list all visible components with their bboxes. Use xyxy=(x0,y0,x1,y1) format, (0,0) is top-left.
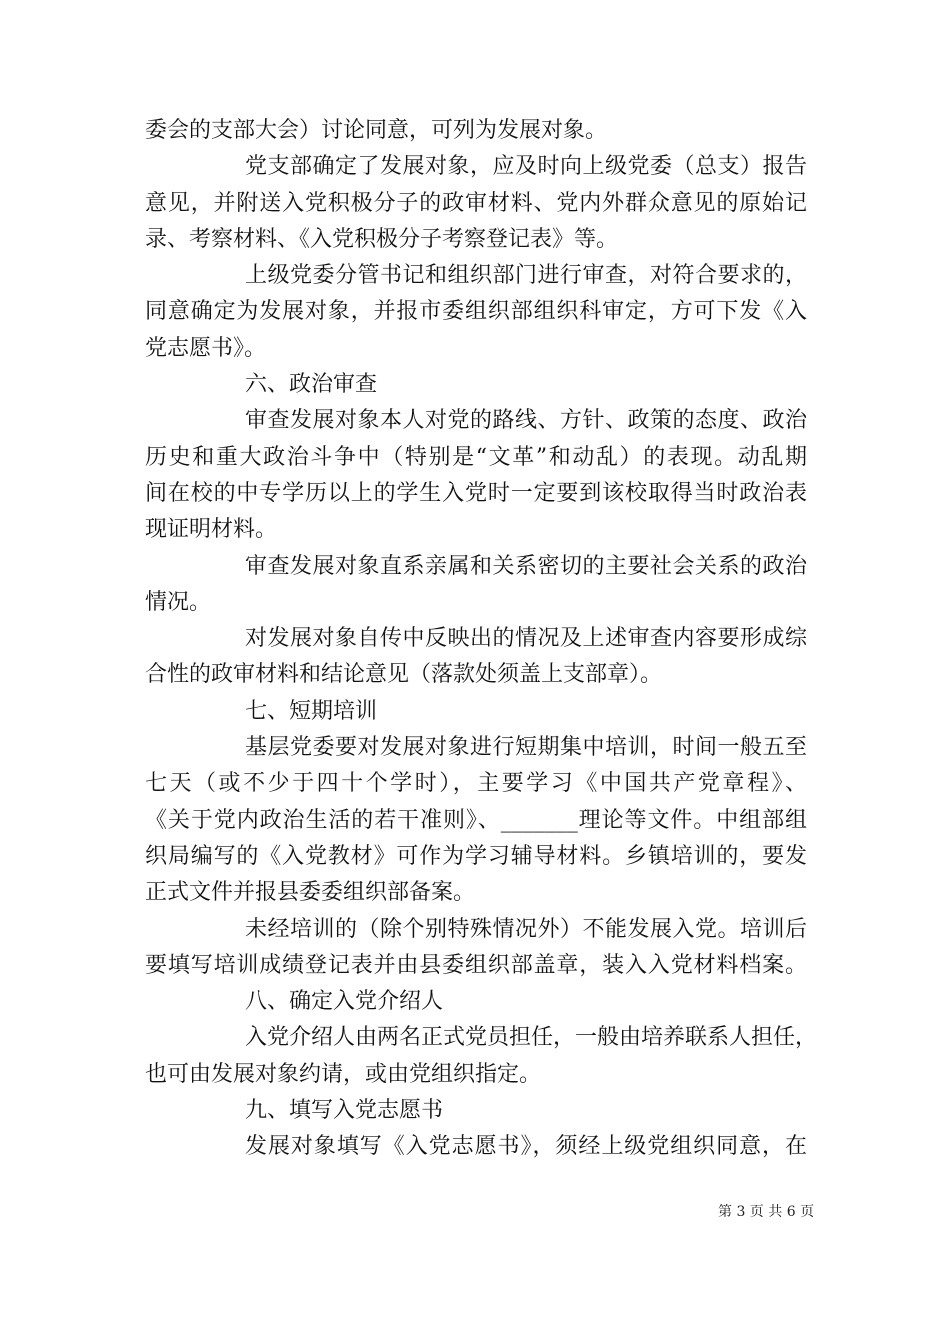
document-body xyxy=(145,113,818,1166)
text-line: 情况。 xyxy=(145,589,212,615)
text-line: 审查发展对象直系亲属和关系密切的主要社会关系的政治 xyxy=(245,553,807,579)
text-line: 要填写培训成绩登记表并由县委组织部盖章，装入入党材料档案。 xyxy=(145,952,807,978)
text-line: 现证明材料。 xyxy=(145,517,278,543)
text-line: 七天（或不少于四十个学时），主要学习《中国共产党章程》、 xyxy=(145,771,807,797)
text-line: 发展对象填写《入党志愿书》，须经上级党组织同意，在 xyxy=(245,1134,807,1160)
text-line: 间在校的中专学历以上的学生入党时一定要到该校取得当时政治表 xyxy=(145,480,807,506)
text-line: 《关于党内政治生活的若干准则》、_______理论等文件。中组部组 xyxy=(145,807,807,833)
text-line: 同意确定为发展对象，并报市委组织部组织科审定，方可下发《入 xyxy=(145,299,807,325)
text-line: 合性的政审材料和结论意见（落款处须盖上支部章）。 xyxy=(145,662,663,688)
text-line: 录、考察材料、《入党积极分子考察登记表》等。 xyxy=(145,226,619,252)
text-line: 意见，并附送入党积极分子的政审材料、党内外群众意见的原始记 xyxy=(145,190,807,216)
text-line: 对发展对象自传中反映出的情况及上述审查内容要形成综 xyxy=(245,626,807,652)
page-number: 第 3 页 共 6 页 xyxy=(718,1204,815,1220)
text-line: 上级党委分管书记和组织部门进行审查，对符合要求的， xyxy=(245,263,807,289)
section-heading: 八、确定入党介绍人 xyxy=(245,989,444,1015)
text-line: 未经培训的（除个别特殊情况外）不能发展入党。培训后 xyxy=(245,916,807,942)
section-heading: 七、短期培训 xyxy=(245,698,378,724)
text-line: 委会的支部大会）讨论同意，可列为发展对象。 xyxy=(145,118,608,143)
text-line: 党志愿书》。 xyxy=(145,335,267,361)
text-line: 也可由发展对象约请，或由党组织指定。 xyxy=(145,1061,542,1087)
text-line: 入党介绍人由两名正式党员担任，一般由培养联系人担任， xyxy=(245,1025,818,1051)
text-line: 历史和重大政治斗争中（特别是“文革”和动乱）的表现。动乱期 xyxy=(145,444,807,470)
text-line: 正式文件并报县委委组织部备案。 xyxy=(145,880,476,906)
text-line: 织局编写的《入党教材》可作为学习辅导材料。乡镇培训的，要发 xyxy=(145,843,807,869)
text-line: 党支部确定了发展对象，应及时向上级党委（总支）报告 xyxy=(245,154,807,180)
section-heading: 九、填写入党志愿书 xyxy=(245,1098,444,1124)
text-line: 审查发展对象本人对党的路线、方针、政策的态度、政治 xyxy=(245,408,807,434)
text-line: 基层党委要对发展对象进行短期集中培训，时间一般五至 xyxy=(245,735,807,761)
section-heading: 六、政治审查 xyxy=(245,372,378,398)
